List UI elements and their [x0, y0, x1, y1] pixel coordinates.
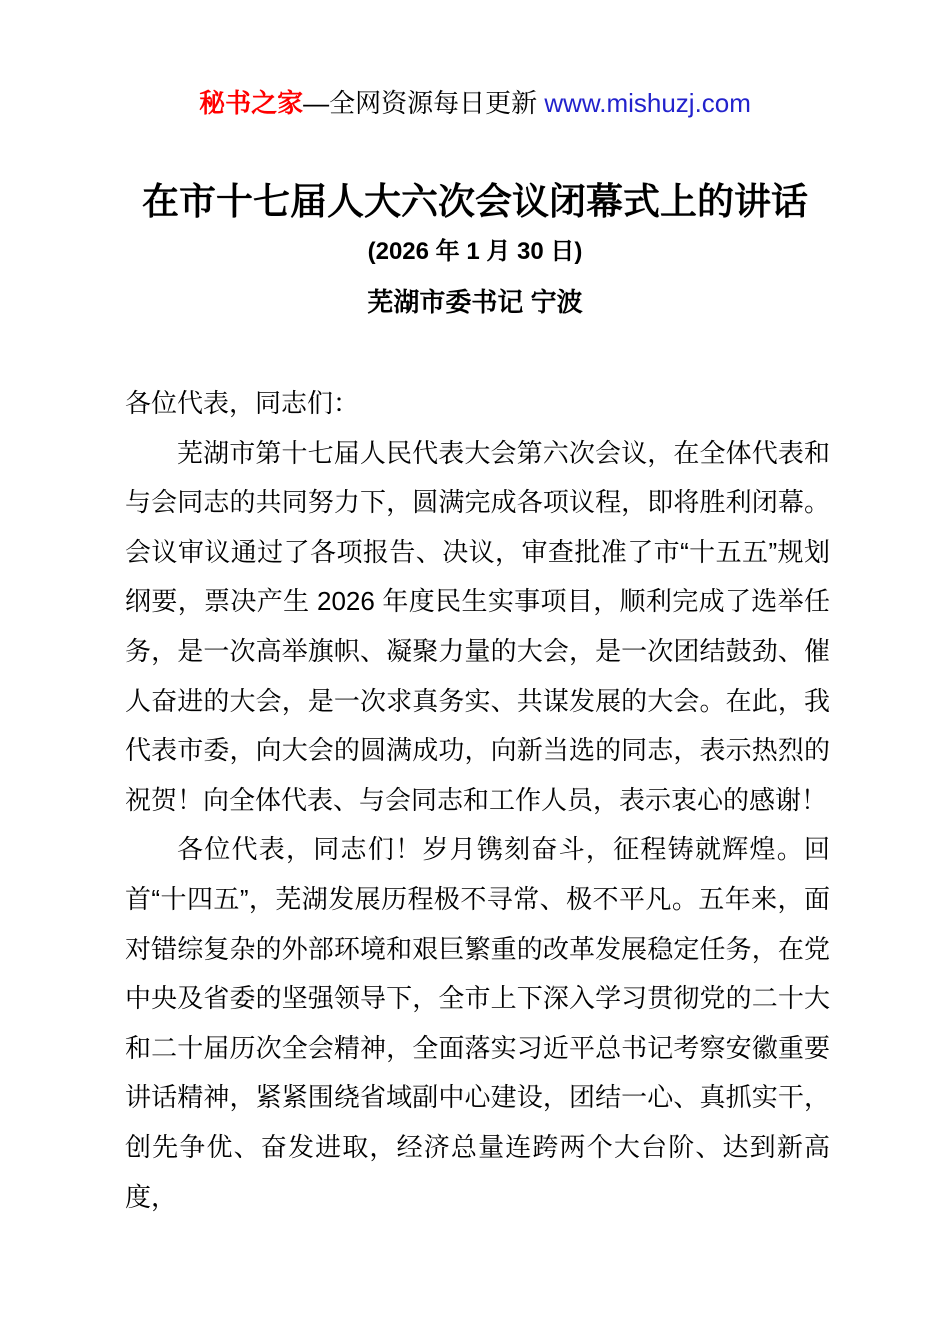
- body-paragraph: 各位代表，同志们：: [125, 388, 360, 418]
- site-brand: 秘书之家: [199, 88, 304, 118]
- body-paragraph: 芜湖市第十七届人民代表大会第六次会议，在全体代表和与会同志的共同努力下，圆满完成各项议程，即将胜利闭幕。会议审议通过了各项报告、决议，审查批准了市“十五五”规划纲要，票决产生 2026 年度民生实事项目，顺利完成了选举任务，是一次高举旗帜、凝聚力量的大会，是一次团结鼓劲、催人奋进的大会，是一次求真务实、共谋发展的大会。在此，我代表市委，向大会的圆满成功，向新当选的同志，表示热烈的祝贺！向全体代表、与会同志和工作人员，表示衷心的感谢！: [125, 437, 830, 815]
- site-header: [0, 0, 950, 118]
- document-author: 芜湖市委书记 宁波: [367, 287, 583, 317]
- site-tagline: —全网资源每日更新: [303, 88, 545, 118]
- document-date: (2026 年 1 月 30 日): [367, 238, 583, 265]
- document-body: [125, 379, 830, 1222]
- body-paragraph: 各位代表，同志们！岁月镌刻奋斗，征程铸就辉煌。回首“十四五”，芜湖发展历程极不寻常、极不平凡。五年来，面对错综复杂的外部环境和艰巨繁重的改革发展稳定任务，在党中央及省委的坚强领导下，全市上下深入学习贯彻党的二十大和二十届历次全会精神，全面落实习近平总书记考察安徽重要讲话精神，紧紧围绕省域副中心建设，团结一心、真抓实干，创先争优、奋发进取，经济总量连跨两个大台阶、达到新高度，: [125, 834, 830, 1212]
- site-url-link[interactable]: www.mishuzj.com: [544, 88, 751, 118]
- document-title: 在市十七届人大六次会议闭幕式上的讲话: [142, 181, 808, 222]
